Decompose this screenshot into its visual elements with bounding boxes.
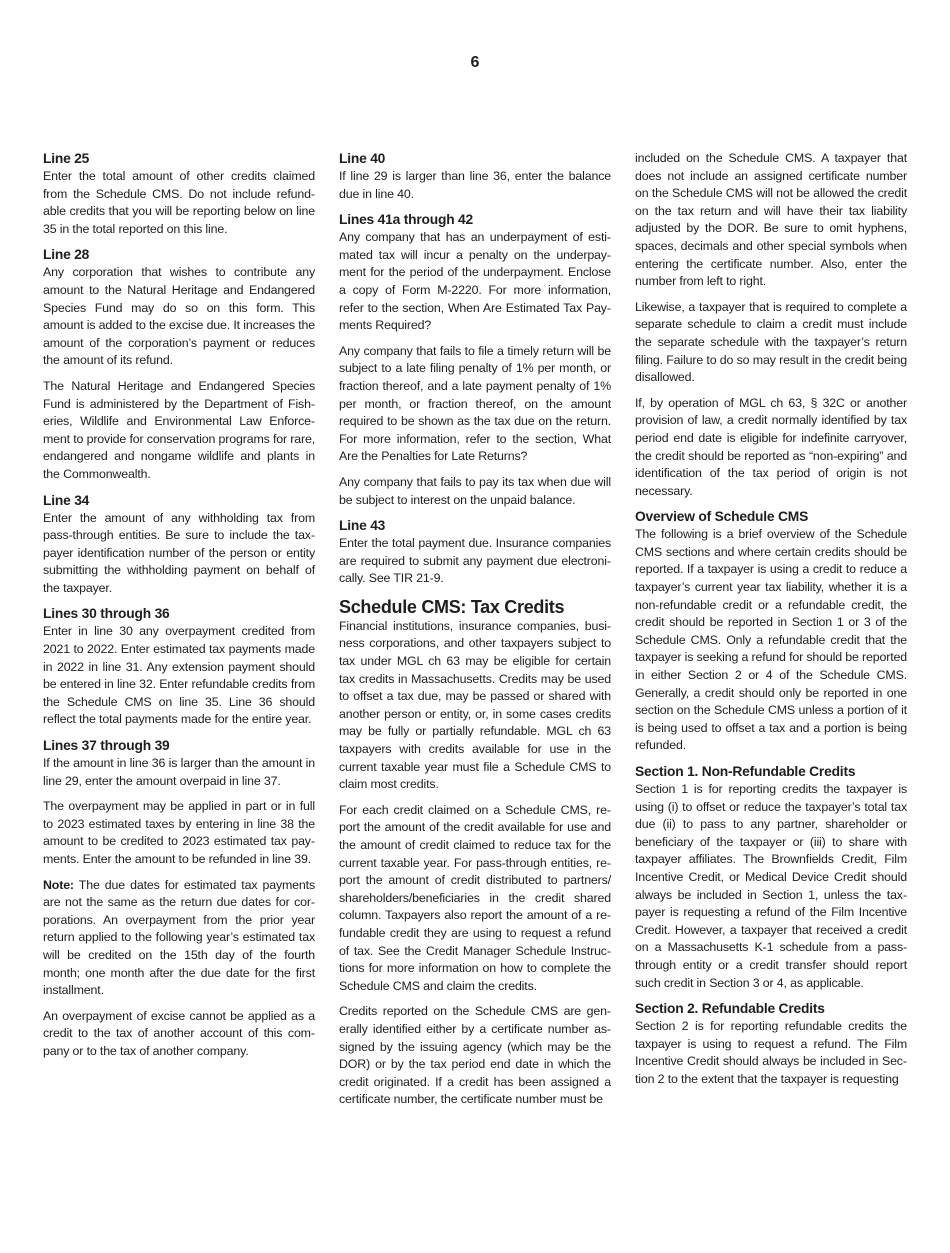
section-lines-41a-42: [339, 211, 611, 509]
column-middle: [339, 150, 611, 1117]
section-lines-37-39: [43, 737, 315, 1061]
section-schedule-cms: [339, 596, 611, 1109]
heading-line-28: Line 28: [43, 247, 90, 263]
paragraph: included on the Schedule CMS. A taxpayer that does not include an assigned certificate number on the Schedule CMS will not be allowed the credit on the tax return and will have their tax liability adjusted by the DOR. Be sure to omit hyphens, spaces, decimals and other special symbols when entering the certificate number. Also, enter the number from left to right.: [635, 151, 907, 289]
note-paragraph: [43, 877, 315, 1000]
heading-line-40: Line 40: [339, 151, 386, 166]
paragraph: If the amount in line 36 is larger than the amount in line 29, enter the amount overpaid in line 37.: [43, 756, 315, 788]
section-2-refundable: [635, 1000, 907, 1088]
paragraph: Any company that has an underpayment of estimated tax will incur a penalty on the underpayment for the period of the underpayment. Enclose a copy of Form M-2220. For more information, refer to the section, When Are Estimated Tax Payments Required?: [339, 230, 611, 333]
paragraph: An overpayment of excise cannot be applied as a credit to the tax of another account of this company or to the tax of another company.: [43, 1008, 315, 1058]
note-text: The due dates for estimated tax payments are not the same as the return due dates for corporations. An overpayment from the prior year return applied to the following year’s estimated tax will be credited on the 15th day of the fourth month; one month after the due date for the first installment.: [43, 877, 315, 998]
heading-lines-37-39: Lines 37 through 39: [43, 738, 170, 754]
page-number: 6: [470, 54, 480, 71]
heading-overview-schedule-cms: Overview of Schedule CMS: [635, 509, 809, 525]
paragraph: Section 2 is for reporting refundable credits the taxpayer is using to request a refund. The Film Incentive Credit should always be included in Section 2 to the extent that the taxpayer is requesting: [635, 1019, 907, 1086]
heading-lines-41a-42: Lines 41a through 42: [339, 212, 474, 228]
paragraph: The overpayment may be applied in part or in full to 2023 estimated taxes by entering in line 38 the amount to be credited to 2023 estimated tax payments. Enter the amount to be refunded in line 39.: [43, 799, 315, 866]
paragraph: Financial institutions, insurance companies, business corporations, and other taxpayers subject to tax under MGL ch 63 may be eligible for certain tax credits in Massachusetts. Credits may be used to offset a tax due, may be passed or shared with another person or entity, or, in some cases credits may be fully or partially refundable. MGL ch 63 taxpayers with credits available for use in the current taxable year must file a Schedule CMS to claim most credits.: [339, 618, 611, 792]
section-line-40: [339, 150, 611, 203]
heading-section-2: Section 2. Refundable Credits: [635, 1001, 825, 1017]
paragraph: If, by operation of MGL ch 63, § 32C or another provision of law, a credit normally identified by tax period end date is eligible for indefinite carryover, the credit should be reported as “non-expiring” and identification of the tax period of origin is not necessary.: [635, 395, 907, 498]
heading-lines-30-36: Lines 30 through 36: [43, 606, 170, 622]
heading-section-1: Section 1. Non-Refundable Credits: [635, 764, 856, 779]
paragraph: Enter the total payment due. Insurance companies are required to submit any payment due electronically. See TIR 21-9.: [339, 536, 611, 586]
column-left: [43, 150, 315, 1069]
paragraph: For each credit claimed on a Schedule CMS, report the amount of the credit available for use and the amount of credit claimed to reduce tax for the current taxable year. For pass-through entities, report the amount of credit distributed to partners/ shareholders/beneficiaries in the credit shared column. Taxpayers also report the amount of a refundable credit they are using to request a refund of tax. See the Credit Manager Schedule Instructions for more information on how to complete the Schedule CMS and claim the credits.: [339, 802, 611, 993]
section-1-non-refundable: [635, 763, 907, 992]
paragraph: Likewise, a taxpayer that is required to complete a separate schedule to claim a credit must include the separate schedule with the taxpayer’s return filing. Failure to do so may result in the credit being disallowed.: [635, 299, 907, 385]
paragraph: Section 1 is for reporting credits the taxpayer is using (i) to offset or reduce the taxpayer’s total tax due (ii) to pass to any partner, shareholder or beneficiary of the taxpayer or (iii) to share with taxpayer affiliates. The Brownfields Credit, Film Incentive Credit, or Medical Device Credit should always be included in Section 1, unless the taxpayer is requesting a refund of the Film Incentive Credit. However, a taxpayer that received a credit on a Massachusetts K-1 schedule from a pass-through entity or a credit transfer should report such credit in Section 3 or 4, as applicable.: [635, 782, 907, 990]
note-label: Note:: [43, 877, 74, 892]
paragraph: The Natural Heritage and Endangered Species Fund is administered by the Department of Fisheries, Wildlife and Environmental Law Enforcement to provide for conservation programs for rare, endangered and nongame wildlife and plants in the Commonwealth.: [43, 378, 315, 481]
paragraph: Any company that fails to file a timely return will be subject to a late filing penalty of 1% per month, or fraction thereof, and a late payment penalty of 1% per month, or fraction thereof, on the amount required to be shown as the tax due on the return. For more information, refer to the section, What Are the Penalties for Late Returns?: [339, 343, 611, 464]
paragraph: The following is a brief overview of the Schedule CMS sections and where certain credits should be reported. If a taxpayer is using a credit to reduce a taxpayer’s current year tax liability, whether it is a non-refundable credit or a refundable credit, the credit should be reported in Section 1 or 3 of the Schedule CMS. Only a refundable credit that the taxpayer is seeking a refund for should be reported in either Section 2 or 4 of the Schedule CMS. Generally, a credit should only be reported in one section on the Schedule CMS unless a portion of it is being used to offset a tax and a portion is being refunded.: [635, 527, 907, 753]
section-line-28: [43, 246, 315, 483]
heading-line-43: Line 43: [339, 518, 386, 534]
paragraph: Any company that fails to pay its tax when due will be subject to interest on the unpaid balance.: [339, 474, 611, 507]
section-line-34: [43, 492, 315, 598]
paragraph: Enter the total amount of other credits claimed from the Schedule CMS. Do not include refundable credits that you will be reporting below on line 35 in the total reported on this line.: [43, 169, 315, 236]
paragraph: Credits reported on the Schedule CMS are generally identified either by a certificate number assigned by the issuing agency (which may be the DOR) or by the tax period end date in which the credit originated. If a credit has been assigned a certificate number, the certificate number must be: [339, 1004, 611, 1107]
section-line-25: [43, 150, 315, 238]
section-overview-schedule-cms: [635, 508, 907, 755]
column-right: [635, 150, 907, 1097]
heading-line-34: Line 34: [43, 492, 90, 508]
paragraph: If line 29 is larger than line 36, enter the balance due in line 40.: [339, 169, 611, 201]
paragraph: Enter in line 30 any overpayment credited from 2021 to 2022. Enter estimated tax payments made in 2022 in line 31. Any extension payment should be entered in line 32. Enter refundable credits from the Schedule CMS on line 35. Line 36 should reflect the total payments made for the entire year.: [43, 624, 315, 727]
section-line-43: [339, 517, 611, 588]
paragraph: Any corporation that wishes to contribute any amount to the Natural Heritage and Endangered Species Fund may do so on this form. This amount is added to the excise due. It increases the amount of the corporation’s payment or reduces the amount of its refund.: [43, 265, 315, 368]
section-lines-30-36: [43, 605, 315, 729]
heading-schedule-cms: Schedule CMS: Tax Credits: [339, 596, 565, 617]
paragraph: Enter the amount of any withholding tax from pass-through entities. Be sure to include the taxpayer identification number of the person or entity submitting the withholding payment on behalf of the taxpayer.: [43, 510, 315, 595]
heading-line-25: Line 25: [43, 151, 90, 166]
